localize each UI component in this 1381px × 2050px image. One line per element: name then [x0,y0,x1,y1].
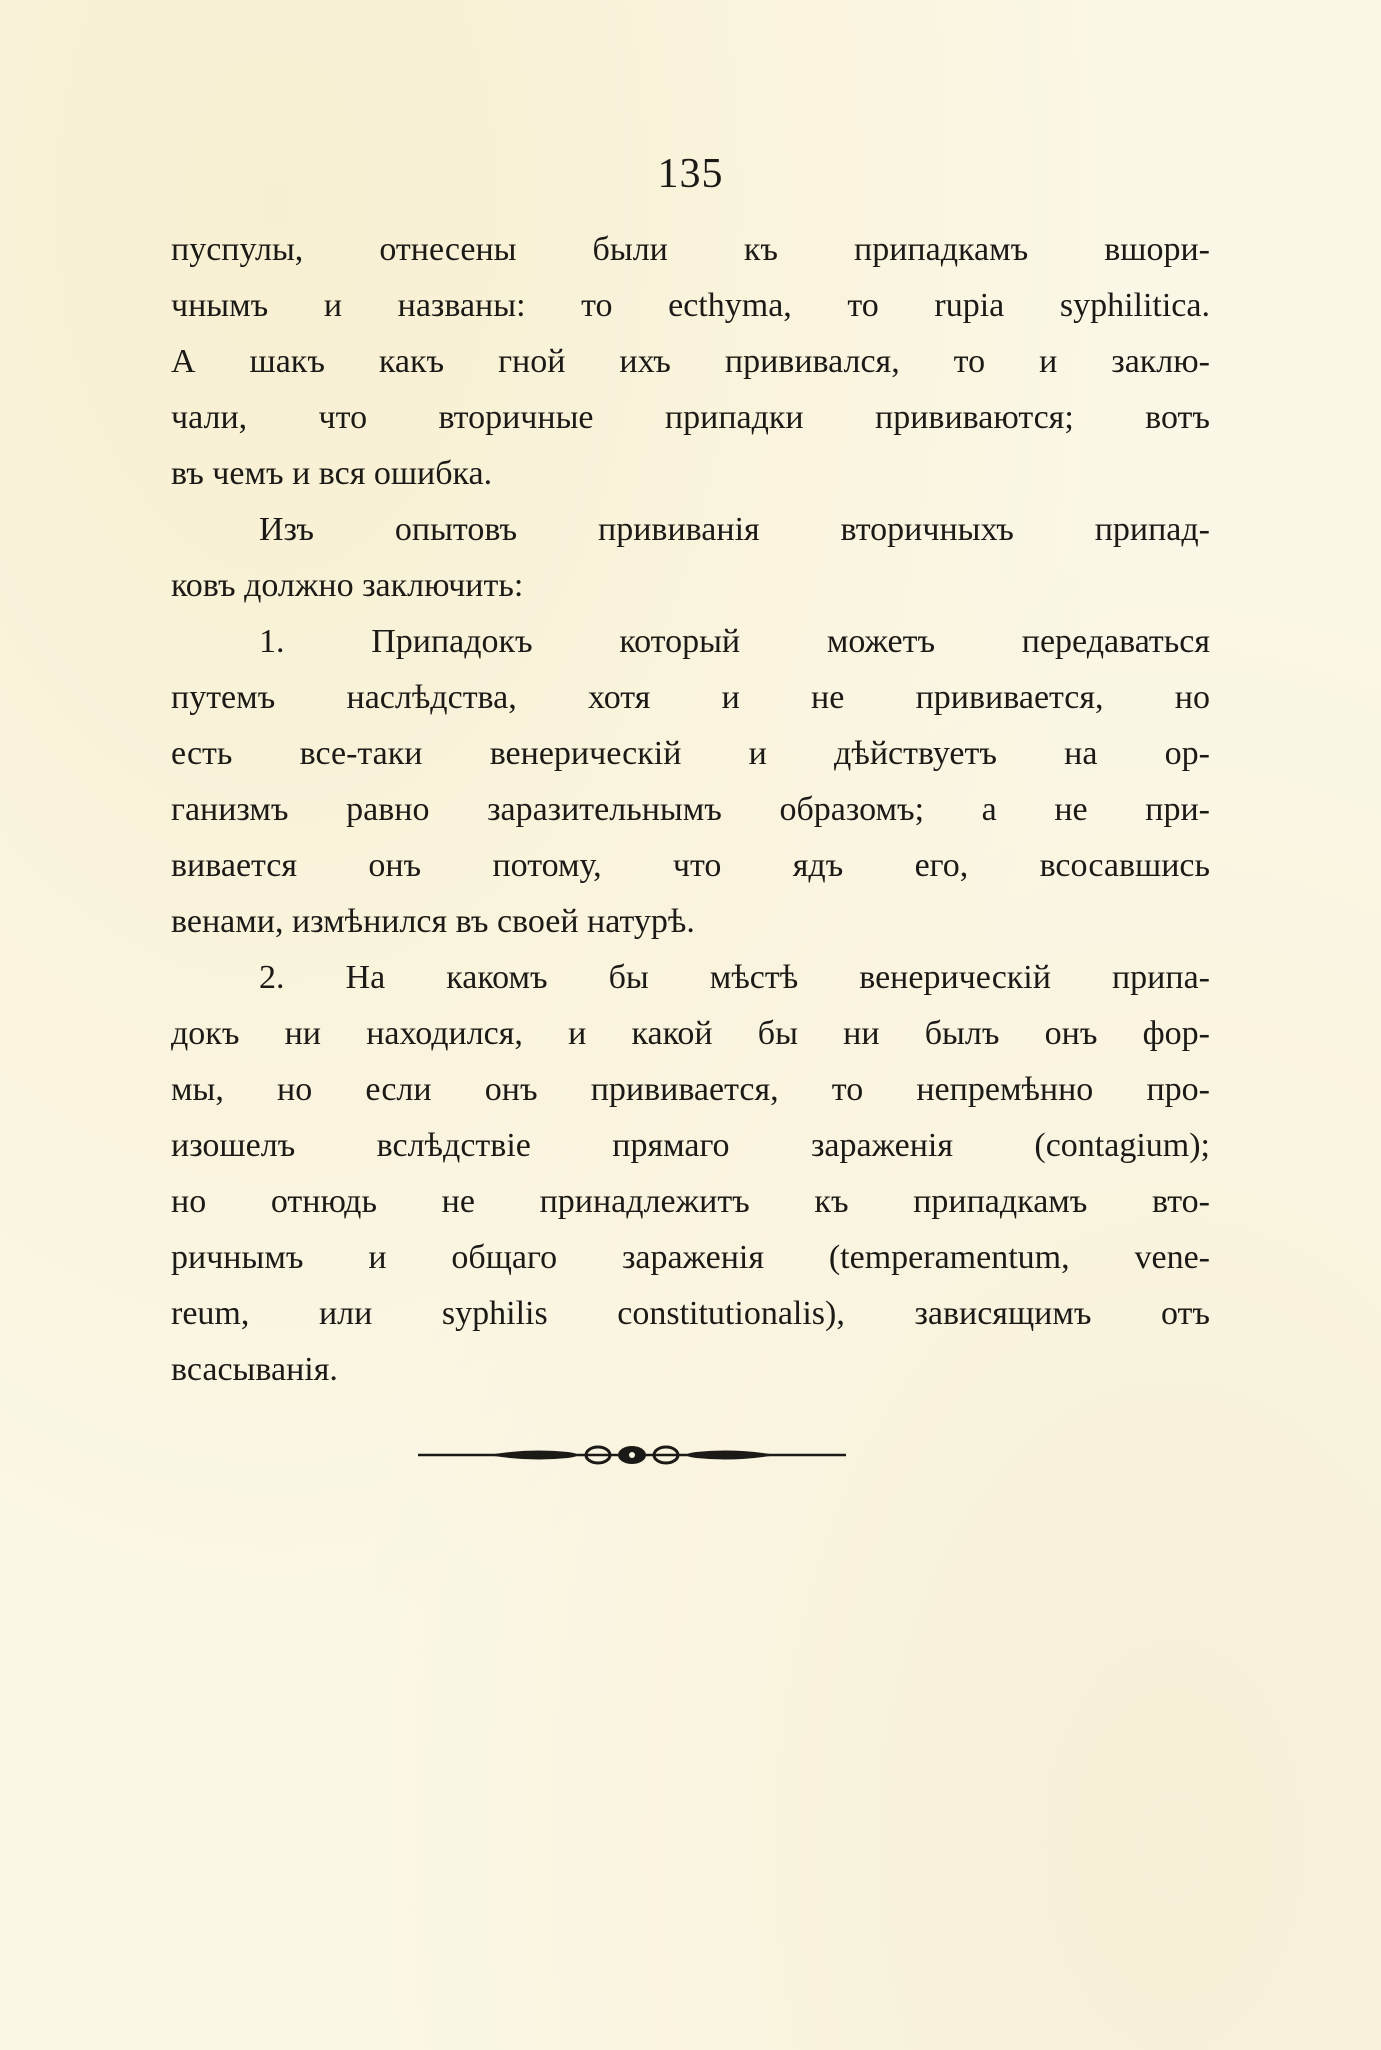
text-line: докъ ни находился, и какой бы ни былъ онъ фор- [171,1015,1210,1052]
text-line: Изъ опытовъ прививанія вторичныхъ припад- [259,511,1210,548]
text-line: въ чемъ и вся ошибка. [171,455,493,492]
text-line: 2. На какомъ бы мѣстѣ венерическій припа- [259,959,1210,996]
text-line: но отнюдь не принадлежитъ къ припадкамъ вто- [171,1183,1210,1220]
text-line: венами, измѣнился въ своей натурѣ. [171,903,695,940]
text-line: изошелъ вслѣдствіе прямаго зараженія (contagium); [171,1127,1210,1164]
text-line: путемъ наслѣдства, хотя и не прививается, но [171,679,1210,716]
text-line: чнымъ и названы: то ecthyma, то rupia syphilitica. [171,287,1210,324]
text-line: пуспулы, отнесены были къ припадкамъ вшори- [171,231,1210,268]
text-line: А шакъ какъ гной ихъ прививался, то и заклю- [171,343,1210,380]
page-number: 135 [657,151,724,197]
text-line: ганизмъ равно заразительнымъ образомъ; а не при- [171,791,1210,828]
text-line: вивается онъ потому, что ядъ его, всосавшись [171,847,1210,884]
text-line: чали, что вторичные припадки прививаются; вотъ [171,399,1210,436]
text-line: есть все-таки венерическій и дѣйствуетъ на ор- [171,735,1210,772]
ornamental-divider [418,1440,846,1470]
text-line: всасыванія. [171,1351,338,1388]
text-line: ковъ должно заключить: [171,567,524,604]
text-line: 1. Припадокъ который можетъ передаваться [259,623,1210,660]
text-line: reum, или syphilis constitutionalis), зависящимъ отъ [171,1295,1210,1332]
text-line: ричнымъ и общаго зараженія (temperamentum, vene- [171,1239,1210,1276]
text-line: мы, но если онъ прививается, то непремѣнно про- [171,1071,1210,1108]
body-text [171,222,1210,1398]
